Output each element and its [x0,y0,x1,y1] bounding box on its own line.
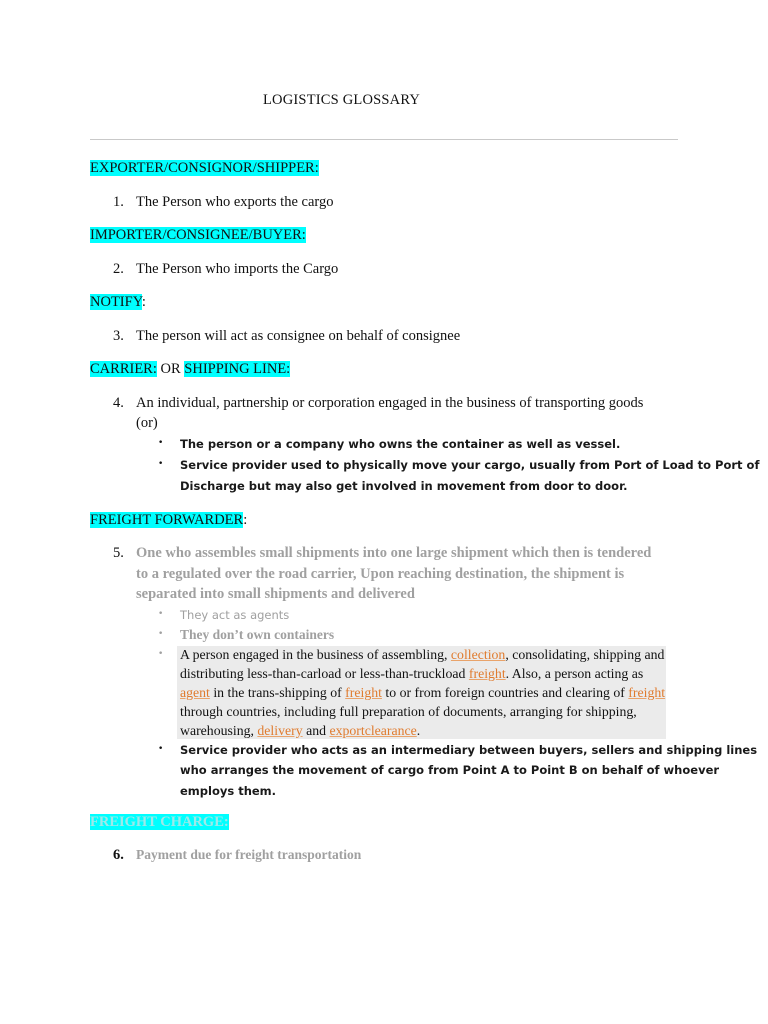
forwarder-definition-line-1: One who assembles small shipments into one large shipment which then is tendered [136,545,652,561]
bullet-icon: • [158,609,164,619]
bullet-icon: • [158,744,164,754]
forwarder-definition-line-2: to a regulated over the road carrier, Upon reaching destination, the shipment is [136,566,625,582]
freight-charge-heading-text: FREIGHT CHARGE: [90,814,229,830]
item-number-4: 4. [113,395,124,411]
title-divider [90,139,678,140]
importer-heading-text: IMPORTER/CONSIGNEE/BUYER: [90,227,306,243]
forwarder-paragraph-line-3 [180,685,665,701]
carrier-bullet-2-line-2: Discharge but may also get involved in movement from door to door. [180,479,628,493]
para-text: distributing less-than-carload or less-than-truckload [180,666,469,681]
item-number-3: 3. [113,328,124,344]
importer-heading [90,227,306,244]
para-text: in the trans-shipping of [209,685,346,700]
carrier-bullet-2-line-1: Service provider used to physically move your cargo, usually from Port of Load to Port of [180,458,760,472]
carrier-heading-text: CARRIER: [90,361,157,377]
para-text: to or from foreign countries and clearing of [381,685,629,700]
exporter-definition: The Person who exports the cargo [136,194,334,210]
para-text: A person engaged in the business of assembling, [180,647,451,662]
para-text: , consolidating, shipping and [505,647,665,662]
forwarder-paragraph-line-4: through countries, including full preparation of documents, arranging for shipping, [180,704,637,719]
forwarder-bullet-2: They don’t own containers [180,627,335,642]
link-freight[interactable]: freight [628,685,666,700]
carrier-definition-line-1: An individual, partnership or corporation engaged in the business of transporting goods [136,395,644,411]
forwarder-paragraph-line-2 [180,666,643,682]
forwarder-bullet-4-line-3: employs them. [180,784,277,798]
link-freight[interactable]: freight [345,685,382,700]
link-freight[interactable]: freight [468,666,506,681]
exporter-heading-text: EXPORTER/CONSIGNOR/SHIPPER: [90,160,319,176]
freight-charge-definition: Payment due for freight transportation [136,847,362,862]
carrier-definition-line-2: (or) [136,415,158,431]
notify-colon: : [141,294,146,310]
forwarder-bullet-4-line-1: Service provider who acts as an intermediary between buyers, sellers and shipping lines [180,743,758,757]
para-text: . [416,723,421,738]
link-exportclearance[interactable]: exportclearance [329,723,417,738]
forwarder-paragraph-line-5 [180,723,420,739]
forwarder-heading [90,512,247,529]
page-title: LOGISTICS GLOSSARY [263,92,421,108]
forwarder-colon: : [243,512,248,528]
item-number-5: 5. [113,545,124,561]
item-number-6: 6. [113,847,124,863]
bullet-icon: • [158,649,164,659]
carrier-bullet-1: The person or a company who owns the container as well as vessel. [180,437,621,451]
importer-definition: The Person who imports the Cargo [136,261,339,277]
forwarder-bullet-1: They act as agents [180,608,290,622]
item-number-2: 2. [113,261,124,277]
bullet-icon: • [158,629,164,639]
forwarder-bullet-4-line-2: who arranges the movement of cargo from Point A to Point B on behalf of whoever [180,763,720,777]
link-delivery[interactable]: delivery [257,723,303,738]
forwarder-heading-text: FREIGHT FORWARDER [90,512,244,528]
freight-charge-heading [90,814,229,831]
item-number-1: 1. [113,194,124,210]
notify-heading [90,294,146,311]
para-text: warehousing, [180,723,258,738]
notify-heading-text: NOTIFY [90,294,142,310]
carrier-or: OR [160,361,181,377]
bullet-icon: • [158,459,164,469]
para-text: . Also, a person acting as [505,666,644,681]
shipping-line-heading-text: SHIPPING LINE: [184,361,291,377]
forwarder-definition-line-3: separated into small shipments and delivered [136,586,415,602]
bullet-icon: • [158,438,164,448]
exporter-heading [90,160,319,177]
para-text: and [302,723,330,738]
link-agent[interactable]: agent [180,685,210,700]
link-collection[interactable]: collection [450,647,506,662]
carrier-heading [90,361,290,378]
notify-definition: The person will act as consignee on behalf of consignee [136,328,461,344]
forwarder-paragraph-line-1 [180,647,664,663]
